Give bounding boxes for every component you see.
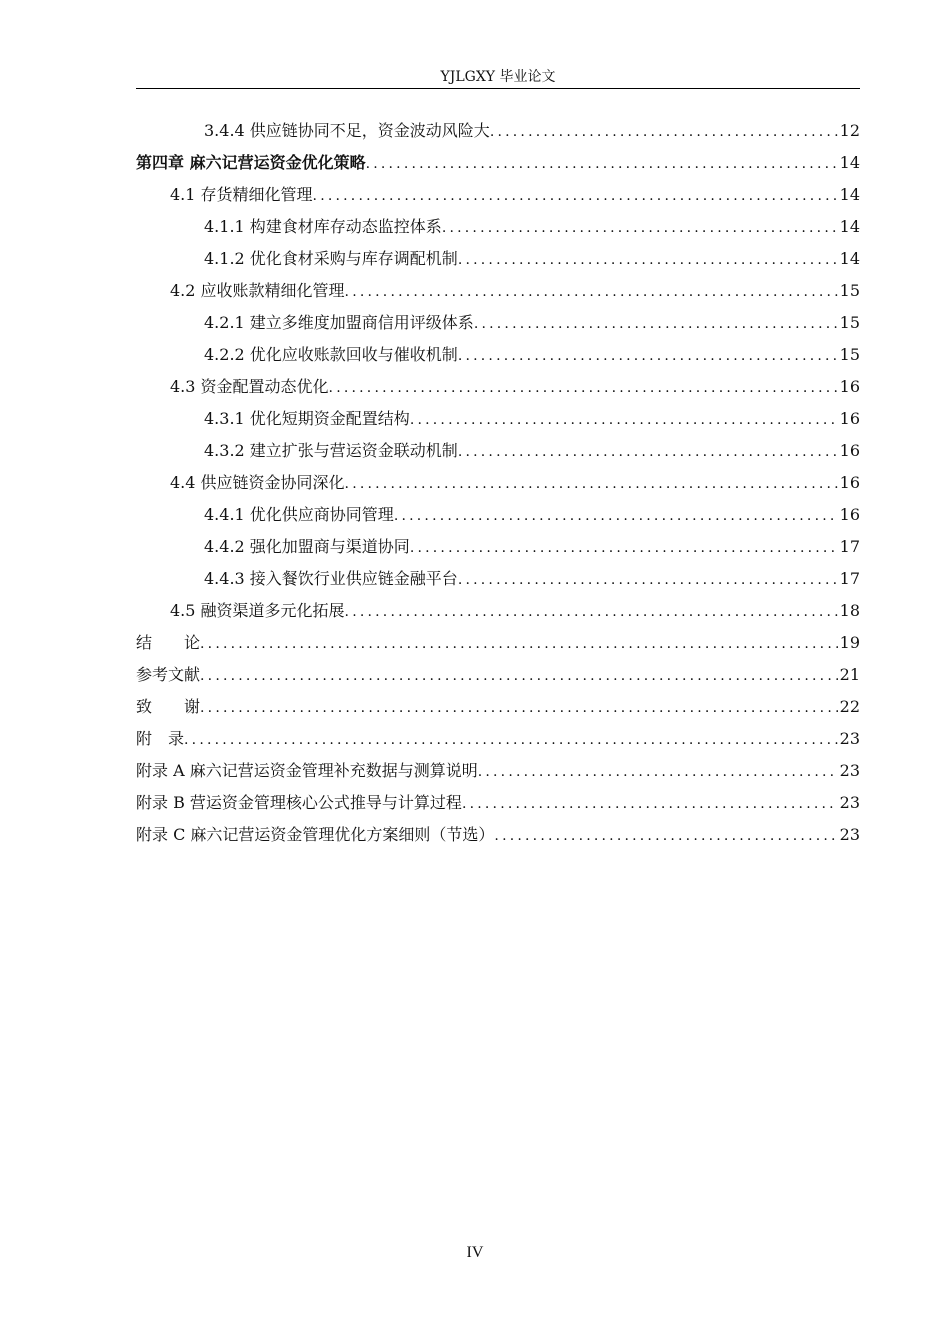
toc-entry-title: 4.1.1 构建食材库存动态监控体系 <box>204 217 442 236</box>
toc-entry-title: 第四章 麻六记营运资金优化策略 <box>136 153 366 172</box>
toc-entry-page: 23 <box>839 793 860 812</box>
toc-entry-title: 4.3.2 建立扩张与营运资金联动机制 <box>204 441 458 460</box>
toc-entry-title: 4.4 供应链资金协同深化 <box>170 473 345 492</box>
toc-entry-page: 22 <box>839 697 860 716</box>
dot-leader <box>458 340 838 372</box>
dot-leader <box>329 372 838 404</box>
dot-leader <box>478 756 838 788</box>
toc-entry-page: 16 <box>839 377 860 396</box>
toc-entry-title: 附录 C 麻六记营运资金管理优化方案细则（节选） <box>136 825 495 844</box>
dot-leader <box>462 788 838 820</box>
toc-entry-page: 14 <box>839 185 860 204</box>
toc-entry-title: 参考文献 <box>136 665 201 684</box>
toc-entry-title: 附 录 <box>136 729 185 748</box>
toc-entry[interactable] <box>136 467 860 499</box>
toc-entry-page: 14 <box>839 249 860 268</box>
dot-leader <box>394 500 838 532</box>
toc-entry-page: 15 <box>839 345 860 364</box>
dot-leader <box>345 468 838 500</box>
toc-entry[interactable] <box>136 435 860 467</box>
toc-entry[interactable] <box>136 307 860 339</box>
toc-entry-title: 4.3.1 优化短期资金配置结构 <box>204 409 410 428</box>
toc-entry[interactable] <box>136 275 860 307</box>
toc-entry-page: 14 <box>839 217 860 236</box>
dot-leader <box>200 692 838 724</box>
dot-leader <box>345 596 838 628</box>
toc-entry[interactable] <box>136 563 860 595</box>
dot-leader <box>474 308 838 340</box>
dot-leader <box>410 404 838 436</box>
toc-entry-page: 23 <box>839 825 860 844</box>
toc-entry-title: 4.2.2 优化应收账款回收与催收机制 <box>204 345 458 364</box>
toc-entry[interactable] <box>136 179 860 211</box>
toc-entry-page: 19 <box>839 633 860 652</box>
toc-entry[interactable] <box>136 115 860 147</box>
toc-entry-page: 15 <box>839 313 860 332</box>
toc-entry-page: 17 <box>839 569 860 588</box>
toc-entry-title: 4.2.1 建立多维度加盟商信用评级体系 <box>204 313 474 332</box>
toc-entry-page: 16 <box>839 441 860 460</box>
dot-leader <box>313 180 838 212</box>
toc-entry-title: 结 论 <box>136 633 201 652</box>
toc-entry-page: 12 <box>839 121 860 140</box>
table-of-contents <box>136 115 860 851</box>
toc-entry-title: 4.3 资金配置动态优化 <box>170 377 329 396</box>
toc-entry-title: 3.4.4 供应链协同不足，资金波动风险大 <box>204 121 490 140</box>
toc-entry-title: 4.1.2 优化食材采购与库存调配机制 <box>204 249 458 268</box>
toc-entry[interactable] <box>136 499 860 531</box>
toc-entry[interactable] <box>136 659 860 691</box>
toc-entry-page: 21 <box>839 665 860 684</box>
toc-entry[interactable] <box>136 243 860 275</box>
toc-entry[interactable] <box>136 755 860 787</box>
toc-entry-page: 16 <box>839 505 860 524</box>
toc-entry-title: 4.4.1 优化供应商协同管理 <box>204 505 394 524</box>
dot-leader <box>458 564 838 596</box>
toc-entry[interactable] <box>136 723 860 755</box>
dot-leader <box>184 724 838 756</box>
running-header: YJLGXY 毕业论文 <box>440 69 556 85</box>
toc-entry-page: 23 <box>839 729 860 748</box>
dot-leader <box>366 148 838 180</box>
toc-entry[interactable] <box>136 339 860 371</box>
toc-entry[interactable] <box>136 819 860 851</box>
toc-entry-title: 4.4.3 接入餐饮行业供应链金融平台 <box>204 569 458 588</box>
dot-leader <box>458 436 838 468</box>
toc-entry[interactable] <box>136 147 860 179</box>
dot-leader <box>200 628 838 660</box>
toc-entry-title: 4.2 应收账款精细化管理 <box>170 281 345 300</box>
toc-entry-title: 4.4.2 强化加盟商与渠道协同 <box>204 537 410 556</box>
toc-entry[interactable] <box>136 211 860 243</box>
toc-entry-title: 附录 A 麻六记营运资金管理补充数据与测算说明 <box>136 761 478 780</box>
dot-leader <box>490 116 838 148</box>
toc-entry[interactable] <box>136 627 860 659</box>
dot-leader <box>200 660 838 692</box>
toc-entry-title: 4.1 存货精细化管理 <box>170 185 313 204</box>
toc-entry-page: 14 <box>839 153 860 172</box>
toc-entry-page: 16 <box>839 409 860 428</box>
toc-entry[interactable] <box>136 595 860 627</box>
toc-entry-page: 15 <box>839 281 860 300</box>
toc-entry-title: 致 谢 <box>136 697 201 716</box>
dot-leader <box>345 276 838 308</box>
toc-entry-title: 附录 B 营运资金管理核心公式推导与计算过程 <box>136 793 462 812</box>
toc-entry-page: 16 <box>839 473 860 492</box>
toc-entry-page: 23 <box>839 761 860 780</box>
dot-leader <box>442 212 838 244</box>
toc-entry[interactable] <box>136 371 860 403</box>
toc-entry[interactable] <box>136 403 860 435</box>
dot-leader <box>494 820 837 852</box>
toc-entry-page: 17 <box>839 537 860 556</box>
toc-entry-title: 4.5 融资渠道多元化拓展 <box>170 601 345 620</box>
dot-leader <box>410 532 838 564</box>
toc-entry[interactable] <box>136 691 860 723</box>
header-divider <box>136 88 860 89</box>
toc-entry-page: 18 <box>839 601 860 620</box>
toc-entry[interactable] <box>136 787 860 819</box>
page-number: IV <box>466 1244 484 1261</box>
toc-entry[interactable] <box>136 531 860 563</box>
dot-leader <box>458 244 838 276</box>
